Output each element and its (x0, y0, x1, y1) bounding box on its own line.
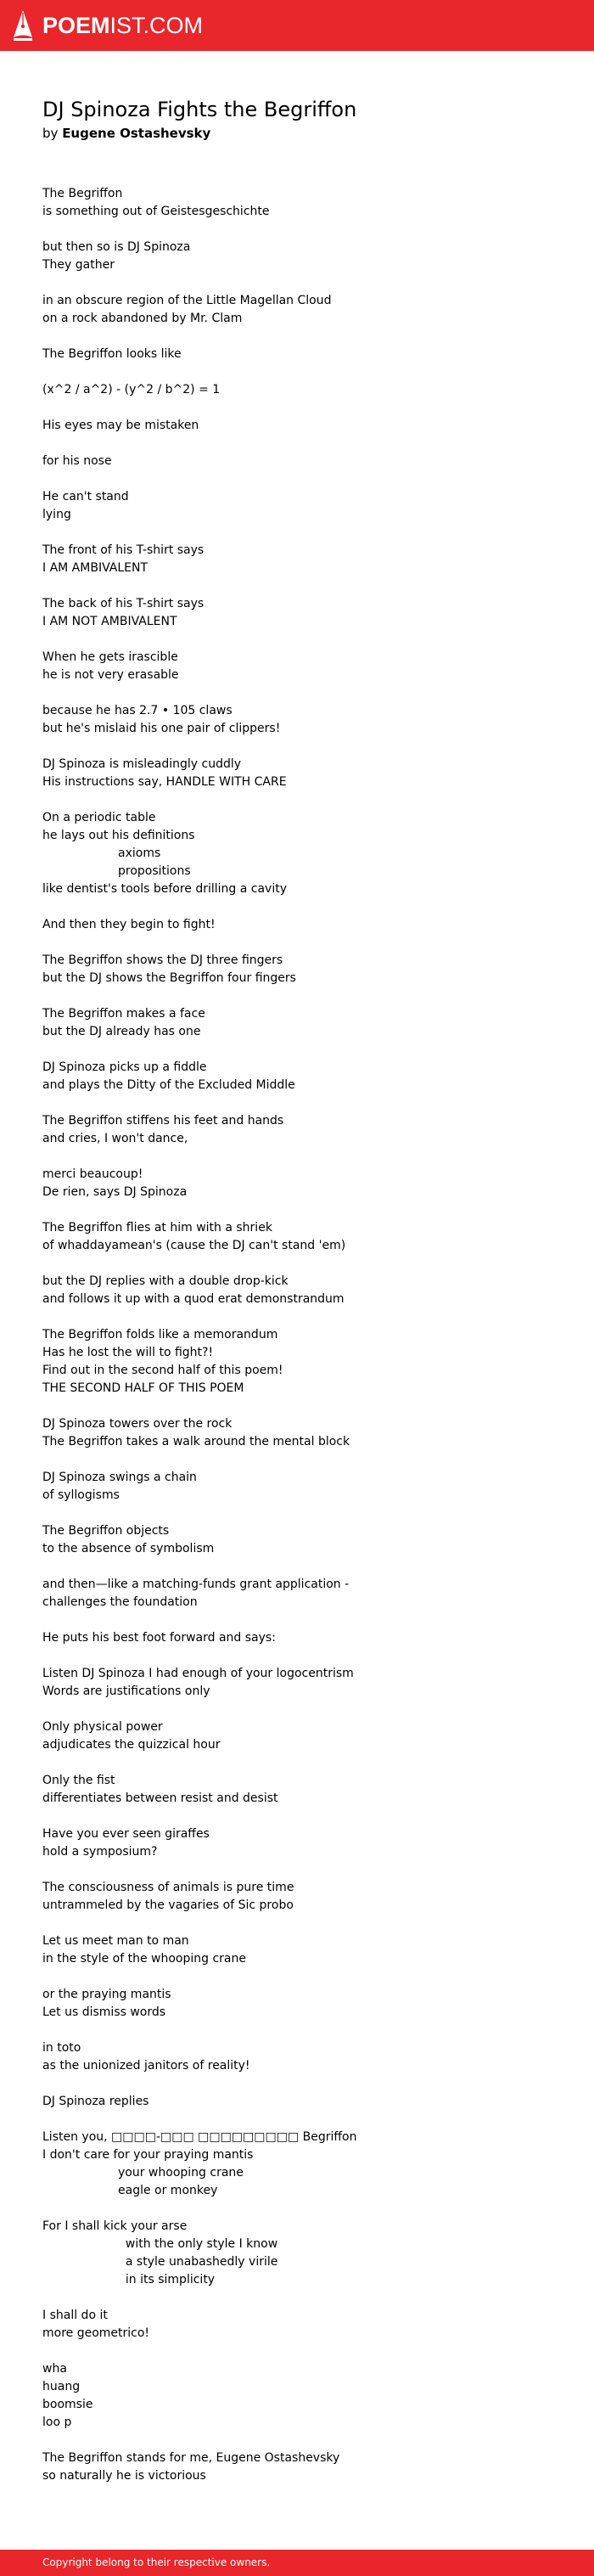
stanza-break (42, 738, 552, 756)
poem-line: eagle or monkey (42, 2184, 218, 2197)
stanza-break (42, 1915, 552, 1932)
poem-line: The Begriffon stiffens his feet and hands (42, 1114, 284, 1128)
poem-line: The Begriffon folds like a memorandum (42, 1328, 278, 1341)
poem-line: The Begriffon stands for me, Eugene Ostashevsky (42, 2451, 340, 2465)
poem-line: Listen you, □□□□-□□□ □□□□□□□□□ Begriffon (42, 2130, 357, 2144)
stanza-break (42, 2343, 552, 2360)
stanza-break (42, 1558, 552, 1576)
poem-line: Has he lost the will to fight?! (42, 1346, 214, 1359)
stanza-break (42, 2200, 552, 2218)
stanza-break (42, 987, 552, 1005)
stanza-break (42, 2022, 552, 2039)
poem-line: His eyes may be mistaken (42, 419, 199, 432)
poem-line: or the praying mantis (42, 1988, 171, 2001)
stanza-break (42, 1611, 552, 1629)
poem-line: DJ Spinoza towers over the rock (42, 1417, 233, 1431)
poem-line: like dentist's tools before drilling a cavity (42, 882, 288, 896)
stanza-break (42, 1148, 552, 1166)
stanza-break (42, 2289, 552, 2307)
stanza-break (42, 898, 552, 916)
poem-line: Only the fist (42, 1774, 115, 1787)
stanza-break (42, 274, 552, 292)
poem-line: boomsie (42, 2398, 93, 2411)
poem-line: so naturally he is victorious (42, 2469, 206, 2483)
poem-line: he lays out his definitions (42, 829, 195, 842)
poem-line: DJ Spinoza replies (42, 2095, 149, 2108)
stanza-break (42, 577, 552, 595)
poem-line: For I shall kick your arse (42, 2219, 188, 2233)
poem-line: The Begriffon shows the DJ three fingers (42, 953, 283, 967)
poem-line: for his nose (42, 454, 112, 468)
poem-line: DJ Spinoza picks up a fiddle (42, 1060, 207, 1074)
poem-line: and cries, I won't dance, (42, 1132, 188, 1145)
stanza-break (42, 1647, 552, 1665)
stanza-break (42, 2075, 552, 2093)
logo-wordmark (42, 8, 203, 42)
poem-line: is something out of Geistesgeschichte (42, 205, 270, 218)
poem-line: your whooping crane (42, 2166, 244, 2179)
stanza-break (42, 2111, 552, 2129)
stanza-break (42, 1701, 552, 1718)
poem-line: I don't care for your praying mantis (42, 2148, 254, 2162)
poem-line: but then so is DJ Spinoza (42, 240, 191, 254)
poem-line: THE SECOND HALF OF THIS POEM (42, 1381, 244, 1395)
poem-line: Listen DJ Spinoza I had enough of your logocentrism (42, 1667, 354, 1680)
poem-line: DJ Spinoza swings a chain (42, 1471, 197, 1484)
poem-line: Only physical power (42, 1720, 163, 1734)
poem-line: but the DJ replies with a double drop-kick (42, 1274, 289, 1288)
stanza-break (42, 1041, 552, 1059)
poem-line: I AM NOT AMBIVALENT (42, 615, 177, 628)
stanza-break (42, 2432, 552, 2449)
poem-line: I AM AMBIVALENT (42, 561, 148, 575)
poem-line: The front of his T-shirt says (42, 543, 205, 557)
stanza-break (42, 524, 552, 542)
byline (42, 125, 210, 142)
poem-line: adjudicates the quizzical hour (42, 1738, 221, 1752)
poem-line: in an obscure region of the Little Magellan Cloud (42, 294, 332, 307)
poem-line: and then—like a matching-funds grant application - (42, 1578, 350, 1591)
poem-line: on a rock abandoned by Mr. Clam (42, 312, 243, 325)
poem-line: The back of his T-shirt says (42, 597, 205, 610)
logo-light-text: IST.COM (109, 13, 204, 38)
poem-line: propositions (42, 864, 191, 878)
poem-line: but the DJ shows the Begriffon four fingers (42, 971, 296, 985)
poem-line: The Begriffon objects (42, 1524, 170, 1538)
footer (0, 2550, 594, 2576)
poem-line: because he has 2.7 • 105 claws (42, 704, 233, 717)
poem-body (42, 185, 552, 2485)
poem-line: in the style of the whooping crane (42, 1952, 246, 1966)
stanza-break (42, 1808, 552, 1825)
poem-line: The Begriffon takes a walk around the mental block (42, 1435, 350, 1448)
stanza-break (42, 1505, 552, 1522)
stanza-break (42, 631, 552, 649)
poem-line: in its simplicity (42, 2273, 216, 2286)
poem-line: as the unionized janitors of reality! (42, 2059, 250, 2073)
poem-line: He puts his best foot forward and says: (42, 1631, 276, 1645)
stanza-break (42, 1094, 552, 1112)
poem-line: And then they begin to fight! (42, 918, 216, 931)
poem-line: hold a symposium? (42, 1845, 158, 1859)
top-bar (0, 0, 594, 51)
logo-bold-text: POEM (42, 13, 110, 38)
poem-line: more geometrico! (42, 2326, 150, 2340)
poem-line: differentiates between resist and desist (42, 1791, 278, 1805)
stanza-break (42, 791, 552, 809)
poem-line: The Begriffon flies at him with a shriek (42, 1221, 272, 1235)
poem-line: axioms (42, 846, 161, 860)
stanza-break (42, 1968, 552, 1986)
stanza-break (42, 1398, 552, 1415)
stanza-break (42, 1861, 552, 1879)
by-label: by (42, 126, 59, 141)
poem-line: of whaddayamean's (cause the DJ can't stand 'em) (42, 1239, 346, 1252)
poem-line: loo p (42, 2416, 72, 2429)
poem-line: challenges the foundation (42, 1595, 198, 1609)
poem-line: On a periodic table (42, 811, 156, 824)
poem-line: and follows it up with a quod erat demonstrandum (42, 1292, 345, 1306)
poem-line: The Begriffon looks like (42, 347, 182, 361)
poem-line: His instructions say, HANDLE WITH CARE (42, 775, 287, 789)
poem-line: Have you ever seen giraffes (42, 1827, 210, 1841)
stanza-break (42, 934, 552, 952)
stanza-break (42, 1308, 552, 1326)
poem-line: Words are justifications only (42, 1685, 210, 1698)
stanza-break (42, 470, 552, 488)
stanza-break (42, 684, 552, 702)
poem-line: Find out in the second half of this poem! (42, 1364, 283, 1377)
poem-line: I shall do it (42, 2309, 108, 2322)
poem-line: Let us meet man to man (42, 1934, 189, 1948)
poem-line: The consciousness of animals is pure time (42, 1881, 294, 1894)
stanza-break (42, 1754, 552, 1772)
site-logo[interactable] (12, 8, 203, 42)
poem-line: but he's mislaid his one pair of clippers! (42, 722, 281, 735)
poem-line: lying (42, 508, 71, 521)
poem-title: DJ Spinoza Fights the Begriffon (42, 98, 357, 121)
poem-line: They gather (42, 258, 115, 272)
stanza-break (42, 1451, 552, 1469)
quill-logo-icon (12, 9, 34, 42)
poem-line: but the DJ already has one (42, 1025, 201, 1038)
poem-line: of syllogisms (42, 1488, 120, 1502)
poem-line: wha (42, 2362, 67, 2376)
poem-line: The Begriffon (42, 187, 123, 200)
stanza-break (42, 435, 552, 453)
stanza-break (42, 221, 552, 239)
poem-line: and plays the Ditty of the Excluded Middle (42, 1078, 295, 1092)
poem-line: to the absence of symbolism (42, 1542, 215, 1555)
poem-line: huang (42, 2380, 81, 2393)
poem-line: He can't stand (42, 490, 129, 503)
poem-line: untrammeled by the vagaries of Sic probo (42, 1898, 294, 1912)
stanza-break (42, 1255, 552, 1273)
stanza-break (42, 399, 552, 417)
copyright-text: Copyright belong to their respective owners. (42, 2556, 271, 2568)
stanza-break (42, 1201, 552, 1219)
poem-line: merci beaucoup! (42, 1167, 143, 1181)
poem-line: De rien, says DJ Spinoza (42, 1185, 188, 1199)
poem-line: Let us dismiss words (42, 2005, 166, 2019)
author-link[interactable]: Eugene Ostashevsky (62, 126, 211, 141)
poem-line: he is not very erasable (42, 668, 179, 682)
poem-line: When he gets irascible (42, 650, 178, 664)
stanza-break (42, 363, 552, 381)
poem-line: (x^2 / a^2) - (y^2 / b^2) = 1 (42, 383, 221, 397)
poem-line: with the only style I know (42, 2237, 278, 2251)
poem-line: The Begriffon makes a face (42, 1007, 205, 1021)
poem-line: in toto (42, 2041, 81, 2055)
stanza-break (42, 328, 552, 346)
poem-line: a style unabashedly virile (42, 2255, 278, 2269)
poem-line: DJ Spinoza is misleadingly cuddly (42, 757, 242, 771)
